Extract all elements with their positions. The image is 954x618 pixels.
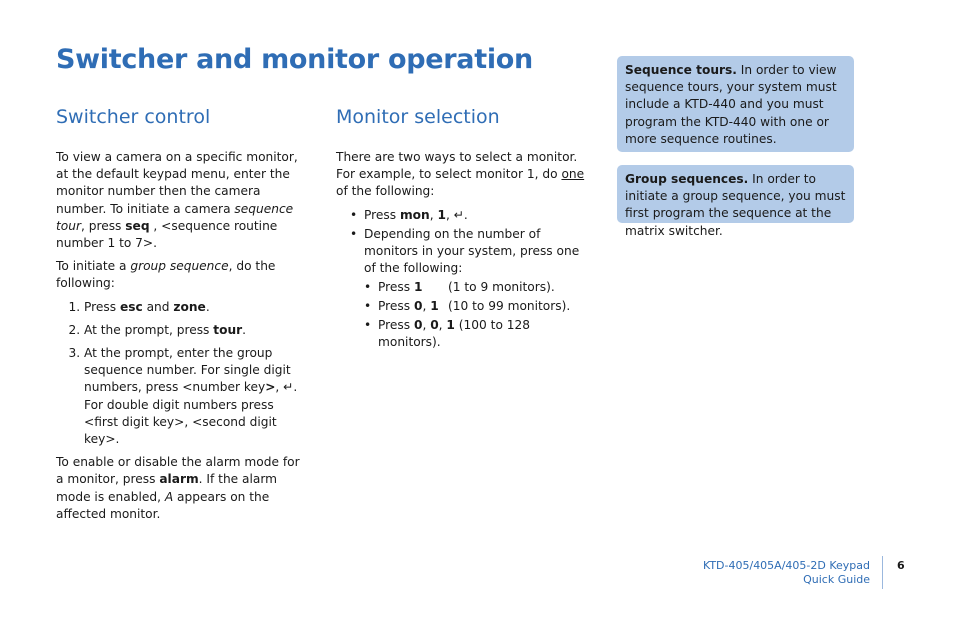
page-number: 6 [897, 559, 905, 572]
footer-document-title [703, 559, 870, 586]
footer-line-2: Quick Guide [803, 572, 870, 586]
sequence-tour-term: sequence tour [56, 201, 294, 233]
text-run: , do the following: [56, 259, 276, 291]
monitor-options-list [336, 207, 592, 352]
text-run: . If the alarm mode is enabled, [56, 472, 278, 504]
page-title: Switcher and monitor operation [56, 44, 533, 75]
text-run: , [422, 299, 431, 314]
text-run: At the prompt, press [84, 322, 214, 337]
alarm-key: alarm [159, 472, 199, 487]
step-3 [84, 345, 310, 448]
mon-key: mon [399, 207, 430, 222]
text-run: , press [80, 218, 126, 233]
option-mon-key [350, 207, 592, 224]
range-text: (1 to 9 monitors). [447, 280, 555, 295]
text-run: To initiate a [56, 259, 131, 274]
zero-key: 0 [413, 317, 423, 332]
note-label: Sequence tours. [625, 63, 737, 77]
text-run: , [275, 380, 284, 395]
text-run: Press [378, 299, 414, 314]
text-run: . [463, 207, 468, 222]
text-run: , [438, 317, 447, 332]
enter-key-icon: ↵ [453, 207, 464, 222]
option-10-to-99 [364, 298, 592, 315]
text-run: , [429, 207, 438, 222]
text-run: Press [364, 207, 400, 222]
monitor-selection-heading: Monitor selection [336, 106, 500, 128]
enter-key-icon: ↵ [283, 380, 294, 395]
switcher-control-heading: Switcher control [56, 106, 211, 128]
text-run: , [422, 317, 431, 332]
seq-key: seq [125, 218, 150, 233]
text-run: . [242, 322, 247, 337]
camera-sequence-paragraph [56, 149, 310, 252]
text-run: . [205, 299, 210, 314]
zero-key: 0 [413, 299, 423, 314]
option-100-to-128 [364, 317, 592, 351]
esc-key: esc [119, 299, 143, 314]
text-run: Depending on the number of monitors in your system, press one of the following: [364, 226, 580, 276]
text-run: of the following: [336, 184, 435, 199]
text-run: , [445, 207, 454, 222]
numeric-key-options [364, 279, 592, 351]
one-key: 1 [437, 207, 446, 222]
footer-divider [882, 556, 883, 589]
text-run: Press [378, 317, 414, 332]
text-run: To enable or disable the alarm mode for a monitor, press [56, 455, 300, 487]
text-run: At the prompt, enter the group sequence number. For single digit numbers, press <number key [84, 346, 291, 395]
one-key: 1 [446, 317, 455, 332]
zero-key: 0 [430, 317, 439, 332]
range-text: (10 to 99 monitors). [447, 299, 571, 314]
footer-line-1: KTD-405/405A/405-2D Keypad [702, 559, 870, 572]
alarm-mode-paragraph [56, 454, 310, 523]
range-text: (100 to 128 monitors). [378, 317, 531, 350]
key-sequence: 1 [413, 280, 423, 295]
emphasis-one: one [561, 167, 585, 182]
text-run: Press [84, 299, 120, 314]
option-numeric-keys [350, 226, 592, 351]
alarm-indicator: A [164, 489, 174, 504]
text-run: . For double digit numbers press <first digit key>, <second digit key>. [84, 380, 298, 447]
group-sequence-term: group sequence [130, 259, 229, 274]
note-text: In order to view sequence tours, your system must include a KTD-440 and you must program the KTD-440 with one or more sequence routines. [625, 63, 837, 146]
zone-key: zone [173, 299, 206, 314]
option-1-to-9 [364, 279, 592, 296]
tour-key: tour [213, 322, 243, 337]
group-sequences-note [617, 165, 854, 238]
text-run: appears on the affected monitor. [56, 489, 270, 521]
sequence-tours-note [617, 56, 854, 152]
text-run: To view a camera on a specific monitor, at the default keypad menu, enter the monitor number then the camera number. To initiate a camera [56, 150, 298, 216]
key-sequence [414, 298, 448, 315]
text-run: There are two ways to select a monitor. For example, to select monitor 1, do [336, 150, 578, 182]
one-key: 1 [430, 299, 439, 314]
step-1 [84, 299, 310, 316]
note-text: In order to initiate a group sequence, you must first program the sequence at the matrix switcher. [625, 172, 846, 238]
text-run: > [265, 380, 276, 395]
monitor-selection-column [336, 149, 592, 353]
step-2 [84, 322, 310, 339]
note-label: Group sequences. [625, 172, 749, 186]
group-sequence-steps [56, 299, 310, 449]
group-sequence-paragraph [56, 258, 310, 292]
text-run: Press [378, 280, 414, 295]
monitor-intro-paragraph [336, 149, 592, 201]
text-run: and [142, 299, 174, 314]
text-run: , <sequence routine number 1 to 7>. [56, 218, 278, 251]
switcher-control-column [56, 149, 310, 529]
